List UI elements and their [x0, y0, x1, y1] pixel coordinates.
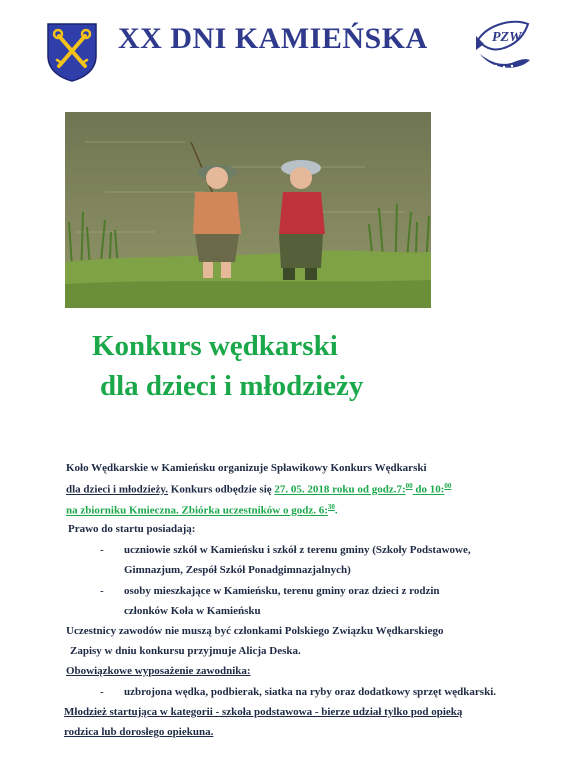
equipment-item: uzbrojona wędka, podbierak, siatka na ryby oraz dodatkowy sprzęt wędkarski. — [124, 686, 497, 698]
equipment-heading: Obowiązkowe wyposażenie zawodnika: — [66, 665, 251, 677]
bullet-2-line-2: członków Koła w Kamieńsku — [124, 605, 261, 617]
bullet-3-marker: - — [100, 686, 104, 698]
body-line-location — [66, 503, 338, 517]
headline-line-1: Konkurs wędkarski — [92, 330, 338, 362]
bullet-1-line-1: uczniowie szkół w Kamieńsku i szkół z terenu gminy (Szkoły Podstawowe, — [124, 544, 471, 556]
supervision-note-line-1: Młodzież startująca w kategorii - szkoła podstawowa - bierze udział tylko pod opieką — [64, 706, 463, 718]
membership-note: Uczestnicy zawodów nie muszą być członkami Polskiego Związku Wędkarskiego — [66, 625, 444, 637]
eligibility-heading: Prawo do startu posiadają: — [68, 523, 196, 535]
bullet-2-marker: - — [100, 585, 104, 597]
registration-note: Zapisy w dniu konkursu przyjmuje Alicja Deska. — [70, 645, 301, 657]
date-intro: Konkurs odbędzie się — [168, 483, 275, 496]
headline-line-2: dla dzieci i młodzieży — [100, 370, 364, 402]
end-time-minutes: 00 — [444, 482, 452, 490]
page-title: XX DNI KAMIEŃSKA — [118, 22, 428, 55]
start-time: od godz.7: — [354, 483, 406, 496]
meeting-period: . — [334, 504, 338, 517]
pzw-logo-text: PZW — [492, 30, 522, 45]
bullet-2-line-1: osoby mieszkające w Kamieńsku, terenu gminy oraz dzieci z rodzin — [124, 585, 440, 597]
body-line-organizer: Koło Wędkarskie w Kamieńsku organizuje Spławikowy Konkurs Wędkarski — [66, 462, 427, 474]
children-fishing-photo — [65, 112, 431, 308]
bullet-1-marker: - — [100, 544, 104, 556]
supervision-note-line-2: rodzica lub dorosłego opiekuna. — [64, 726, 214, 738]
meeting-time: Zbiórka uczestników o godz. 6: — [178, 504, 328, 517]
pzw-fish-logo-icon — [474, 14, 532, 78]
bullet-1-line-2: Gimnazjum, Zespół Szkół Ponadgimnazjalnych) — [124, 564, 351, 576]
audience-text: dla dzieci i młodzieży. — [66, 483, 169, 496]
coat-of-arms-keys-icon — [46, 22, 98, 82]
event-date: 27. 05. 2018 roku — [274, 483, 355, 496]
end-time: do 10: — [412, 483, 445, 496]
body-line-date — [66, 482, 451, 496]
meeting-time-minutes: 30 — [327, 503, 335, 511]
location-text: na zbiorniku Kmieczna. — [66, 504, 179, 517]
start-time-minutes: 00 — [405, 482, 413, 490]
